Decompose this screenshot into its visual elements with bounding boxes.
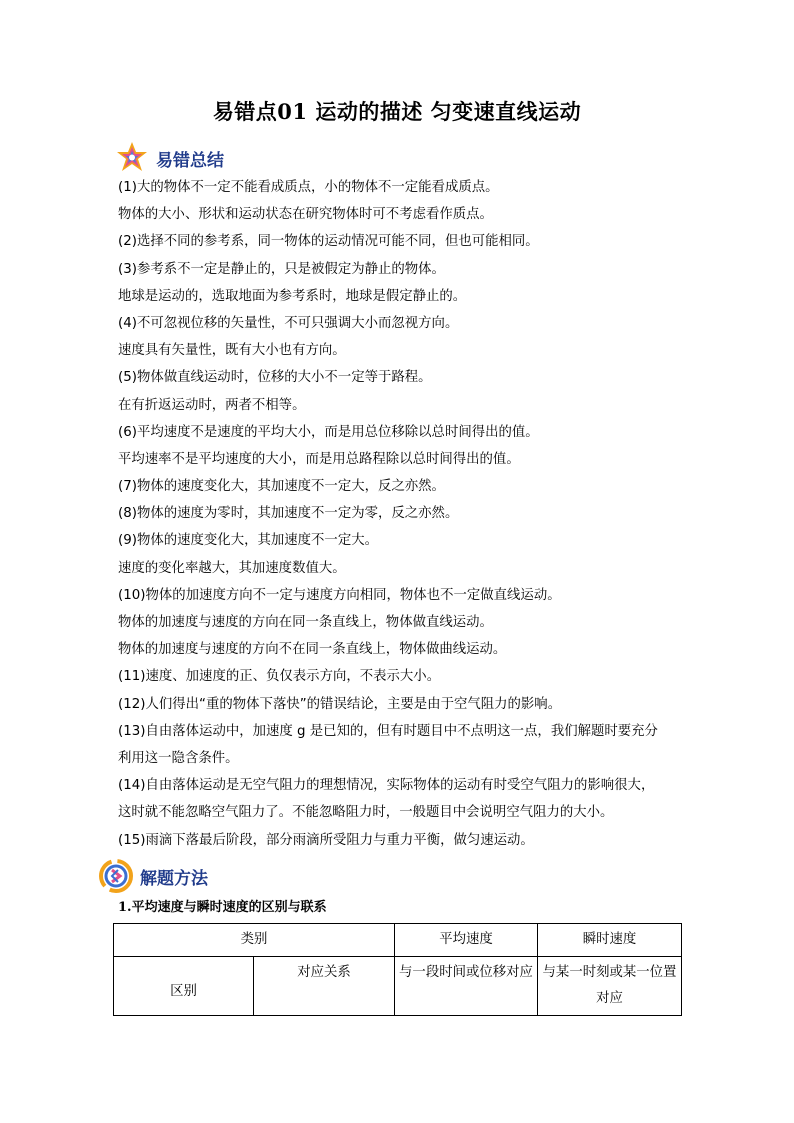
page-title: 易错点01 运动的描述 匀变速直线运动 [212,99,582,124]
list-item: 速度的变化率越大，其加速度数值大。 [118,560,346,576]
list-item: 地球是运动的，选取地面为参考系时，地球是假定静止的。 [118,288,467,304]
list-item: (12)人们得出“重的物体下落快”的错误结论，主要是由于空气阻力的影响。 [118,696,562,712]
list-item: (10)物体的加速度方向不一定与速度方向相同，物体也不一定做直线运动。 [118,587,561,603]
header-cell-average: 平均速度 [395,924,538,957]
cell-category: 区别 [114,957,254,1016]
list-item: 这时就不能忽略空气阻力了。不能忽略阻力时，一般题目中会说明空气阻力的大小。 [118,805,614,821]
list-item: (9)物体的速度变化大，其加速度不一定大。 [118,533,378,549]
list-item: (5)物体做直线运动时，位移的大小不一定等于路程。 [118,370,432,386]
list-item: (11)速度、加速度的正、负仅表示方向，不表示大小。 [118,669,441,685]
list-item: (1)大的物体不一定不能看成质点，小的物体不一定能看成质点。 [118,180,499,195]
mistake-list [118,178,688,858]
star-icon [114,140,150,176]
cell-instant-relation: 与某一时刻或某一位置对应 [538,957,682,1016]
list-item: 物体的加速度与速度的方向在同一条直线上，物体做直线运动。 [118,615,493,630]
list-item: (7)物体的速度变化大，其加速度不一定大，反之亦然。 [118,479,445,495]
section-heading-method [98,858,208,894]
list-item: 平均速率不是平均速度的大小，而是用总路程除以总时间得出的值。 [118,451,520,467]
cell-aspect: 对应关系 [254,957,395,1016]
list-item: (6)平均速度不是速度的平均大小，而是用总位移除以总时间得出的值。 [118,424,539,440]
header-cell-instant: 瞬时速度 [538,924,682,957]
method-icon [98,858,134,894]
list-item: 利用这一隐含条件。 [118,750,239,766]
cell-average-relation: 与一段时间或位移对应 [395,957,538,1016]
table-header-row [114,924,682,957]
list-item: 在有折返运动时，两者不相等。 [118,397,306,413]
list-item: (4)不可忽视位移的矢量性，不可只强调大小而忽视方向。 [118,315,459,331]
list-item: (3)参考系不一定是静止的，只是被假定为静止的物体。 [118,261,445,277]
list-item: (8)物体的速度为零时，其加速度不一定为零，反之亦然。 [118,506,459,522]
list-item: 物体的加速度与速度的方向不在同一条直线上，物体做曲线运动。 [118,642,507,658]
list-item: (13)自由落体运动中，加速度 g 是已知的，但有时题目中不点明这一点，我们解题时要充分 [118,723,658,739]
list-item: (2)选择不同的参考系，同一物体的运动情况可能不同，但也可能相同。 [118,234,539,250]
list-item: 物体的大小、形状和运动状态在研究物体时可不考虑看作质点。 [118,207,493,223]
section-title-method: 解题方法 [140,868,208,889]
table-row [114,957,682,1016]
list-item: (15)雨滴下落最后阶段，部分雨滴所受阻力与重力平衡，做匀速运动。 [118,832,534,848]
section-heading-summary [114,140,224,176]
subsection-title: 1.平均速度与瞬时速度的区别与联系 [118,900,327,915]
header-cell-category: 类别 [114,924,395,957]
section-title-summary: 易错总结 [156,150,224,171]
comparison-table [113,923,682,1016]
list-item: (14)自由落体运动是无空气阻力的理想情况，实际物体的运动有时受空气阻力的影响很大， [118,778,655,794]
list-item: 速度具有矢量性，既有大小也有方向。 [118,343,346,359]
